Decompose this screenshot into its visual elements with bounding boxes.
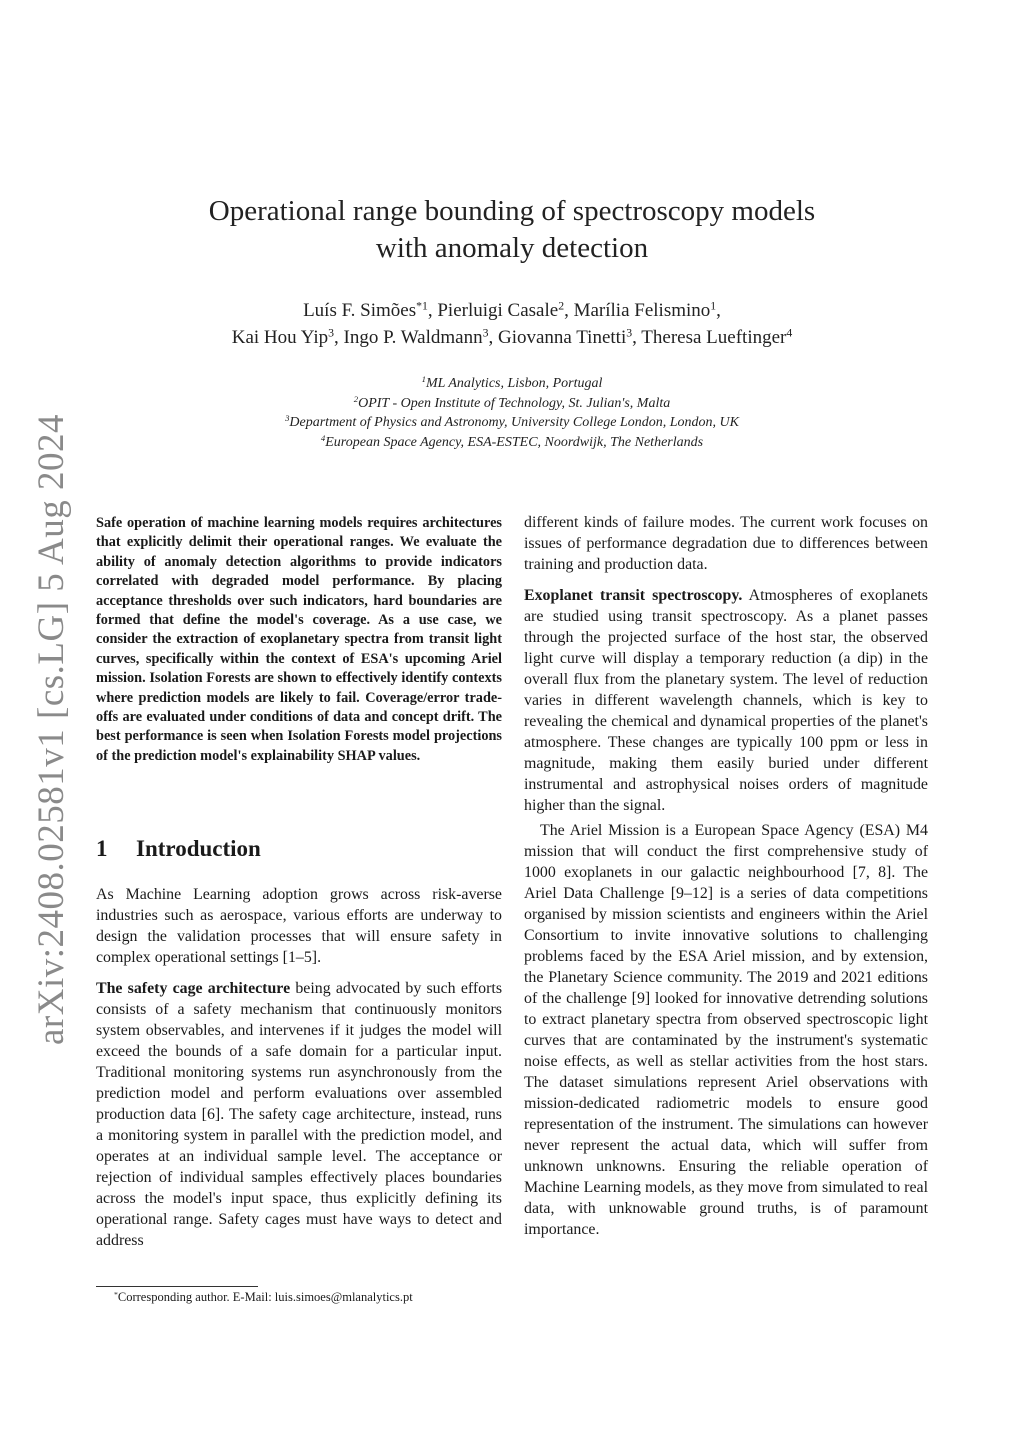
- author-name: Giovanna Tinetti: [497, 327, 627, 348]
- author-name: Ingo P. Waldmann: [343, 327, 483, 348]
- affiliation: [100, 374, 924, 394]
- section-number: 1: [96, 836, 108, 861]
- affiliation-mark: 3: [285, 413, 290, 424]
- affiliation: [100, 433, 924, 453]
- affiliation: [100, 413, 924, 433]
- affiliation-text: OPIT - Open Institute of Technology, St. Julian's, Malta: [358, 395, 671, 411]
- affiliation: [100, 394, 924, 414]
- intro-column: [96, 884, 502, 1251]
- author-separator: ,: [427, 300, 438, 321]
- author-separator: ,: [632, 327, 642, 348]
- author-affil-mark: 3: [626, 326, 633, 340]
- intro-paragraph-1: As Machine Learning adoption grows across risk-averse industries such as aerospace, various efforts are underway to design the validation processes that will ensure safety in complex operational settings [1–5].: [96, 886, 502, 966]
- author-affil-mark: 2: [558, 299, 565, 313]
- footnote-text: Corresponding author. E-Mail: luis.simoes@mlanalytics.pt: [117, 1290, 413, 1304]
- author-name: Kai Hou Yip: [231, 327, 329, 348]
- author-separator: ,: [488, 327, 498, 348]
- affiliation-mark: 2: [353, 393, 359, 404]
- affiliation-text: ML Analytics, Lisbon, Portugal: [425, 376, 603, 391]
- arxiv-sidebar-stamp: arXiv:2408.02581v1 [cs.LG] 5 Aug 2024: [31, 414, 72, 1045]
- right-paragraph-2-text: Atmospheres of exoplanets are studied using transit spectroscopy. As a planet passes through the projected surface of the host star, the observed light curve will display a temporary reduction (a dip) in the overall flux from the planetary system. The level of reduction varies in different wavelength channels, which is key to revealing the chemical and dynamical properties of the planet's atmosphere. These changes are typically 100 ppm or less in magnitude, making them easily buried under different instrumental and astrophysical noises orders of magnitude higher than the signal.: [524, 587, 928, 814]
- author-affil-mark: 3: [482, 326, 489, 340]
- affiliation-mark: 1: [421, 374, 426, 385]
- affiliation-list: [100, 374, 924, 452]
- abstract: [96, 514, 502, 766]
- runin-heading-exoplanet: Exoplanet transit spectroscopy.: [524, 587, 743, 604]
- affiliation-text: Department of Physics and Astronomy, University College London, London, UK: [289, 415, 739, 430]
- affiliation-text: European Space Agency, ESA-ESTEC, Noordwijk, The Netherlands: [325, 434, 704, 450]
- runin-heading-safety-cage: The safety cage architecture: [96, 980, 291, 997]
- author-separator: ,: [334, 327, 344, 348]
- author-line-1: [100, 297, 924, 324]
- right-paragraph-1: different kinds of failure modes. The current work focuses on issues of performance degradation due to differences between training and production data.: [524, 514, 928, 573]
- right-column: [524, 512, 928, 1240]
- abstract-text: Safe operation of machine learning models requires architectures that explicitly delimit their operational ranges. We evaluate the ability of anomaly detection algorithms to provide indicators correlated with degraded model performance. By placing acceptance thresholds over such indicators, hard boundaries are formed that define the model's coverage. As a use case, we consider the extraction of exoplanetary spectra from transit light curves, specifically within the context of ESA's upcoming Ariel mission. Isolation Forests are shown to effectively identify contexts where prediction models are likely to fail. Coverage/error trade-offs are evaluated under conditions of data and concept drift. The best performance is seen when Isolation Forests model projections of the prediction model's explainability SHAP values.: [96, 515, 502, 764]
- title-line-2: with anomaly detection: [375, 232, 649, 264]
- author-separator: ,: [716, 300, 721, 321]
- author-separator: ,: [564, 300, 574, 321]
- author-affil-mark: *1: [416, 299, 428, 313]
- author-affil-mark: 1: [710, 299, 717, 313]
- intro-paragraph-2: [96, 978, 502, 1251]
- author-name: Luís F. Simões: [303, 300, 417, 321]
- footnote: [114, 1290, 413, 1305]
- section-title: Introduction: [136, 836, 261, 861]
- footnote-rule: [96, 1286, 258, 1287]
- right-paragraph-3: The Ariel Mission is a European Space Agency (ESA) M4 mission that will conduct the first comprehensive study of 1000 exoplanets in our galactic neighbourhood [7, 8]. The Ariel Data Challenge [9–12] is a series of data competitions organised by mission scientists and engineers within the Ariel Consortium to invite innovative solutions to challenging problems faced by the ESA Ariel mission, and by extension, the Planetary Science community. The 2019 and 2021 editions of the challenge [9] looked for innovative detrending solutions to extract planetary spectra from observed spectroscopic light curves that are contaminated by the instrument's systematic noise effects, as well as stellar activities from the host stars. The dataset simulations represent Ariel observations with mission-dedicated radiometric models to ensure good representation of the instrument. The simulations can however never represent the actual data, which will suffer from unknown unknowns. Ensuring the reliable operation of Machine Learning models, as they move from simulated to real data, with unknowable ground truths, is of paramount importance.: [524, 822, 928, 1238]
- author-line-2: [100, 324, 924, 351]
- author-name: Pierluigi Casale: [437, 300, 559, 321]
- right-paragraph-2: [524, 585, 928, 816]
- footnote-mark: *: [114, 1289, 118, 1299]
- author-name: Marília Felismino: [573, 300, 711, 321]
- paper-title: [100, 193, 924, 267]
- author-name: Theresa Lueftinger: [641, 327, 787, 348]
- author-list: [100, 297, 924, 351]
- section-heading-introduction: [96, 836, 261, 862]
- intro-paragraph-2-text: being advocated by such efforts consists of a safety mechanism that continuously monitors system observables, and intervenes if it judges the model will exceed the bounds of a safe domain for a particular input. Traditional monitoring systems run asynchronously from the prediction model and perform evaluations over assembled production data [6]. The safety cage architecture, instead, runs a monitoring system in parallel with the prediction model, and operates at an individual sample level. The acceptance or rejection of individual samples effectively places boundaries across the model's input space, thus explicitly defining its operational range. Safety cages must have ways to detect and address: [96, 980, 503, 1249]
- affiliation-mark: 4: [320, 432, 326, 443]
- title-line-1: Operational range bounding of spectroscopy models: [208, 195, 816, 227]
- author-affil-mark: 4: [786, 326, 793, 340]
- author-affil-mark: 3: [328, 326, 335, 340]
